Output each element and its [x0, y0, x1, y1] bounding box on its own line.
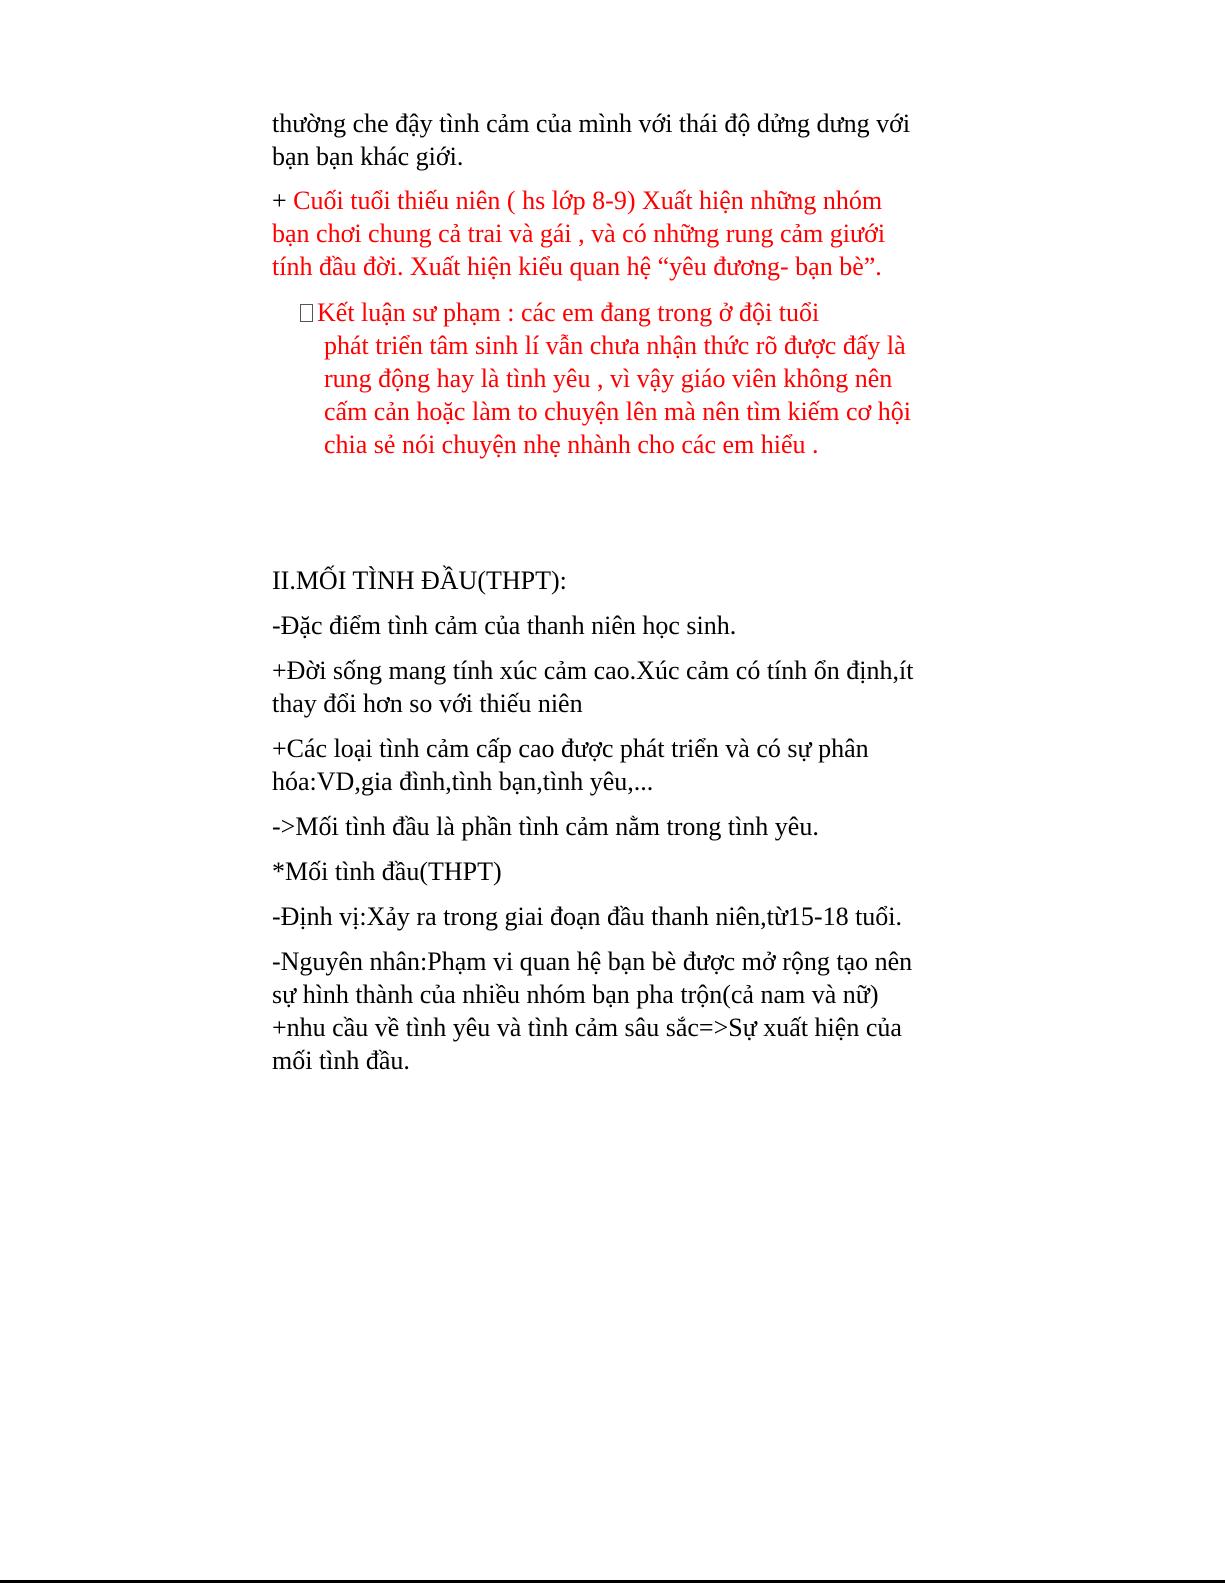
paragraph-advanced-feelings [272, 732, 942, 798]
plus-prefix: + [272, 186, 294, 215]
text-line: +nhu cầu về tình yêu và tình cảm sâu sắc=>Sự xuất hiện của [272, 1013, 902, 1042]
text-line: bạn bạn khác giới. [272, 142, 464, 171]
text-line: rung động hay là tình yêu , vì vậy giáo viên không nên [324, 364, 893, 393]
text-line: tính đầu đời. Xuất hiện kiểu quan hệ “yêu đương- bạn bè”. [272, 252, 882, 281]
text-line: hóa:VD,gia đình,tình bạn,tình yêu,... [272, 767, 654, 796]
section-heading [272, 564, 942, 597]
heading-text: II.MỐI TÌNH ĐẦU(THPT): [272, 566, 567, 595]
text-line: Cuối tuổi thiếu niên ( hs lớp 8-9) Xuất hiện những nhóm [293, 186, 883, 215]
text-line: bạn chơi chung cả trai và gái , và có những rung cảm giưới [272, 219, 886, 248]
text-line: phát triển tâm sinh lí vẫn chưa nhận thức rõ được đấy là [324, 331, 906, 360]
text-line: sự hình thành của nhiều nhóm bạn pha trộn(cả nam và nữ) [272, 980, 879, 1009]
paragraph-emotion [272, 654, 942, 720]
text-line: thường che đậy tình cảm của mình với thái độ dửng dưng với [272, 109, 911, 138]
text-line: chia sẻ nói chuyện nhẹ nhành cho các em hiểu . [324, 430, 819, 459]
text-line: -Nguyên nhân:Phạm vi quan hệ bạn bè được mở rộng tạo nên [272, 947, 913, 976]
paragraph-position [272, 900, 942, 933]
text-line: mối tình đầu. [272, 1046, 410, 1075]
paragraph-first-love-part [272, 810, 942, 843]
checkbox-symbol-icon [300, 304, 313, 322]
paragraph-intro [272, 107, 942, 173]
text-line: Kết luận sư phạm : các em đang trong ở đội tuổi [317, 298, 820, 327]
paragraph-features [272, 609, 942, 642]
text-line: -Đặc điểm tình cảm của thanh niên học sinh. [272, 611, 737, 640]
text-line: *Mối tình đầu(THPT) [272, 857, 502, 886]
text-line: -Định vị:Xảy ra trong giai đoạn đầu thanh niên,từ15-18 tuổi. [272, 902, 903, 931]
paragraph-first-love-title [272, 855, 942, 888]
page-bottom-border [0, 1580, 1225, 1583]
text-line: thay đổi hơn so với thiếu niên [272, 689, 583, 718]
text-line: +Các loại tình cảm cấp cao được phát triển và có sự phân [272, 734, 869, 763]
paragraph-pedagogical-conclusion [300, 296, 970, 461]
paragraph-cause [272, 945, 942, 1077]
text-line: +Đời sống mang tính xúc cảm cao.Xúc cảm có tính ổn định,ít [272, 656, 914, 685]
text-line: ->Mối tình đầu là phần tình cảm nằm trong tình yêu. [272, 812, 819, 841]
text-line: cấm cản hoặc làm to chuyện lên mà nên tìm kiếm cơ hội [324, 397, 911, 426]
paragraph-late-adolescence [272, 184, 942, 283]
